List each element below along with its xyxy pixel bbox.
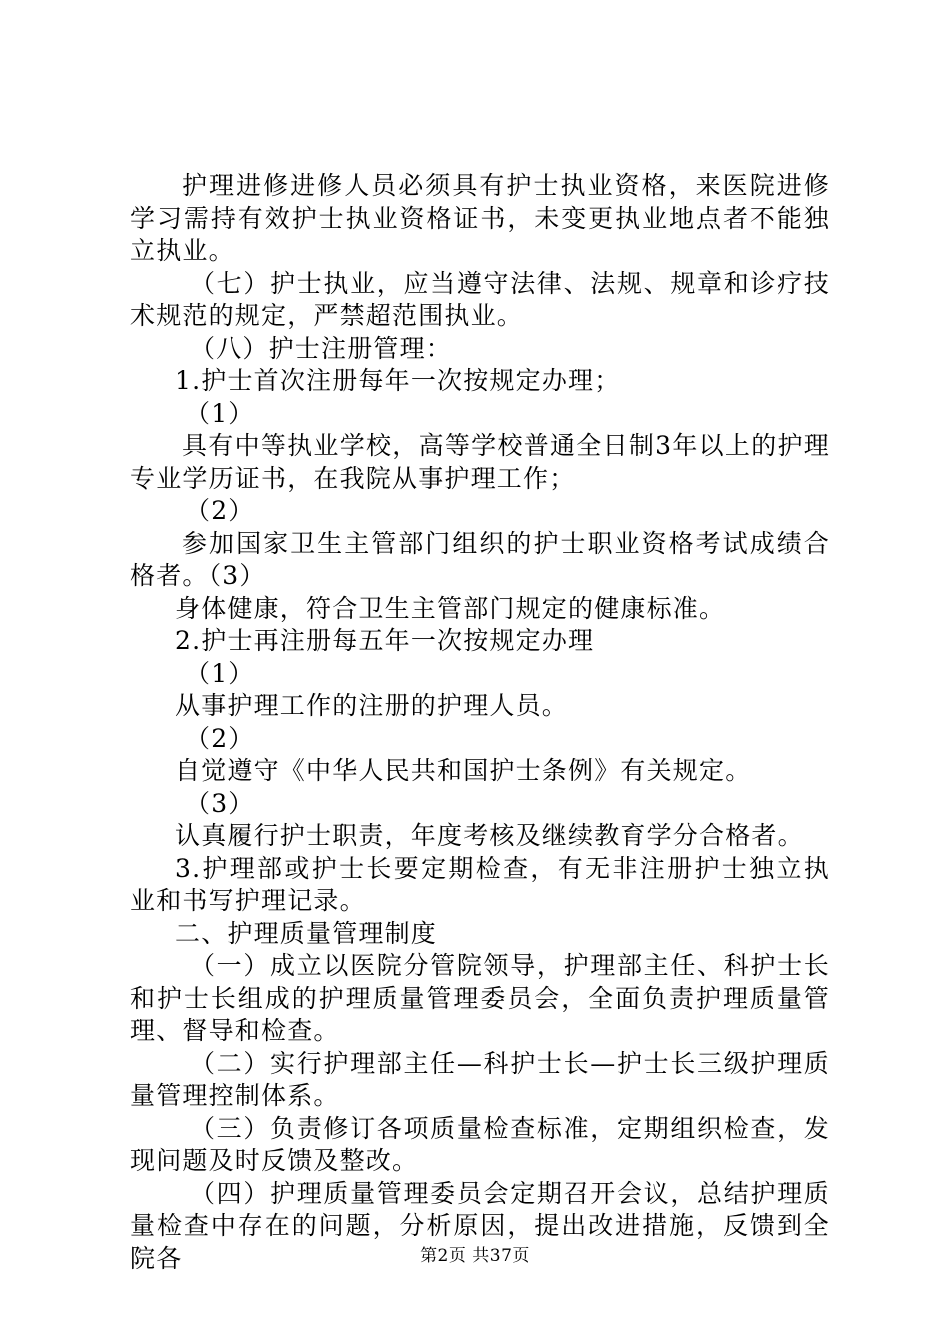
paragraph: 1.护士首次注册每年一次按规定办理； <box>175 366 621 395</box>
paragraph: 具有中等执业学校，高等学校普通全日制3年以上的护理专业学历证书，在我院从事护理工作； <box>130 431 830 493</box>
paragraph: 从事护理工作的注册的护理人员。 <box>175 691 569 720</box>
paragraph: （一）成立以医院分管院领导，护理部主任、科护士长和护士长组成的护理质量管理委员会，全面负责护理质量管理、督导和检查。 <box>130 951 830 1045</box>
paragraph: 认真履行护士职责，年度考核及继续教育学分合格者。 <box>175 821 804 850</box>
document-body <box>130 170 830 1275</box>
paragraph: 参加国家卫生主管部门组织的护士职业资格考试成绩合格者。（3） <box>130 528 830 590</box>
paragraph: （2） <box>185 723 255 753</box>
paragraph: （四）护理质量管理委员会定期召开会议，总结护理质量检查中存在的问题，分析原因，提出改进措施，反馈到全院各 <box>130 1178 830 1273</box>
page-number: 第2页 共37页 <box>420 1246 530 1266</box>
paragraph: （二）实行护理部主任—科护士长—护士长三级护理质量管理控制体系。 <box>130 1048 830 1110</box>
paragraph: （3） <box>185 788 255 818</box>
paragraph: 2.护士再注册每五年一次按规定办理 <box>175 626 595 655</box>
paragraph: （三）负责修订各项质量检查标准，定期组织检查，发现问题及时反馈及整改。 <box>130 1113 830 1175</box>
paragraph: 3.护理部或护士长要定期检查，有无非注册护士独立执业和书写护理记录。 <box>130 853 830 915</box>
paragraph: 身体健康，符合卫生主管部门规定的健康标准。 <box>175 593 726 623</box>
paragraph: 护理进修进修人员必须具有护士执业资格，来医院进修学习需持有效护士执业资格证书，未变更执业地点者不能独立执业。 <box>130 171 830 265</box>
paragraph: （八）护士注册管理： <box>190 333 453 363</box>
paragraph: （七）护士执业，应当遵守法律、法规、规章和诊疗技术规范的规定，严禁超范围执业。 <box>130 268 830 330</box>
paragraph: （2） <box>185 496 255 525</box>
paragraph: 二、护理质量管理制度 <box>175 918 438 948</box>
paragraph: （1） <box>185 658 255 688</box>
paragraph: 自觉遵守《中华人民共和国护士条例》有关规定。 <box>175 756 752 785</box>
paragraph: （1） <box>185 398 255 428</box>
